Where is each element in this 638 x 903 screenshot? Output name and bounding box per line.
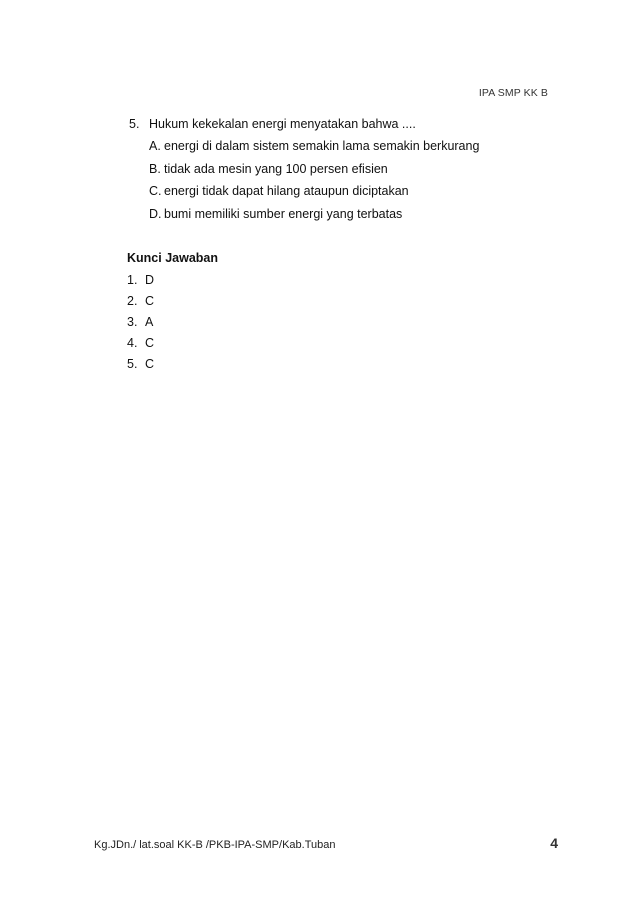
answer-key-item: [127, 294, 218, 315]
answer-number: 4.: [127, 336, 138, 350]
option-text: bumi memiliki sumber energi yang terbatas: [164, 206, 403, 221]
question-5: [129, 117, 479, 229]
option-b: [149, 162, 479, 185]
answer-number: 5.: [127, 357, 138, 371]
option-letter: D.: [149, 206, 162, 221]
option-list: [149, 139, 479, 229]
question-stem: [129, 117, 479, 139]
page-header: IPA SMP KK B: [478, 87, 548, 99]
option-text: energi di dalam sistem semakin lama semakin berkurang: [164, 139, 480, 153]
option-d: [149, 207, 479, 230]
answer-letter: D: [145, 273, 155, 287]
option-text: energi tidak dapat hilang ataupun diciptakan: [164, 184, 409, 198]
option-c: [149, 184, 479, 207]
page-footer: [94, 835, 558, 851]
answer-letter: C: [145, 336, 155, 350]
answer-key: [127, 251, 218, 378]
footer-text: Kg.JDn./ lat.soal KK-B /PKB-IPA-SMP/Kab.Tuban: [94, 839, 336, 851]
answer-letter: C: [145, 294, 155, 308]
option-letter: A.: [149, 139, 161, 153]
answer-key-item: [127, 315, 218, 336]
answer-number: 2.: [127, 294, 138, 308]
question-number: 5.: [129, 117, 140, 131]
question-text: Hukum kekekalan energi menyatakan bahwa ....: [149, 117, 416, 131]
answer-key-item: [127, 273, 218, 294]
answer-number: 1.: [127, 273, 138, 287]
option-text: tidak ada mesin yang 100 persen efisien: [164, 161, 388, 176]
page-number: 4: [550, 835, 558, 851]
option-letter: C.: [149, 184, 162, 198]
answer-key-item: [127, 336, 218, 357]
answer-letter: C: [145, 357, 155, 371]
answer-number: 3.: [127, 315, 138, 329]
option-a: [149, 139, 479, 162]
answer-key-item: [127, 357, 218, 378]
answer-letter: A: [145, 315, 154, 329]
answer-key-title: Kunci Jawaban: [127, 251, 218, 265]
option-letter: B.: [149, 161, 161, 176]
